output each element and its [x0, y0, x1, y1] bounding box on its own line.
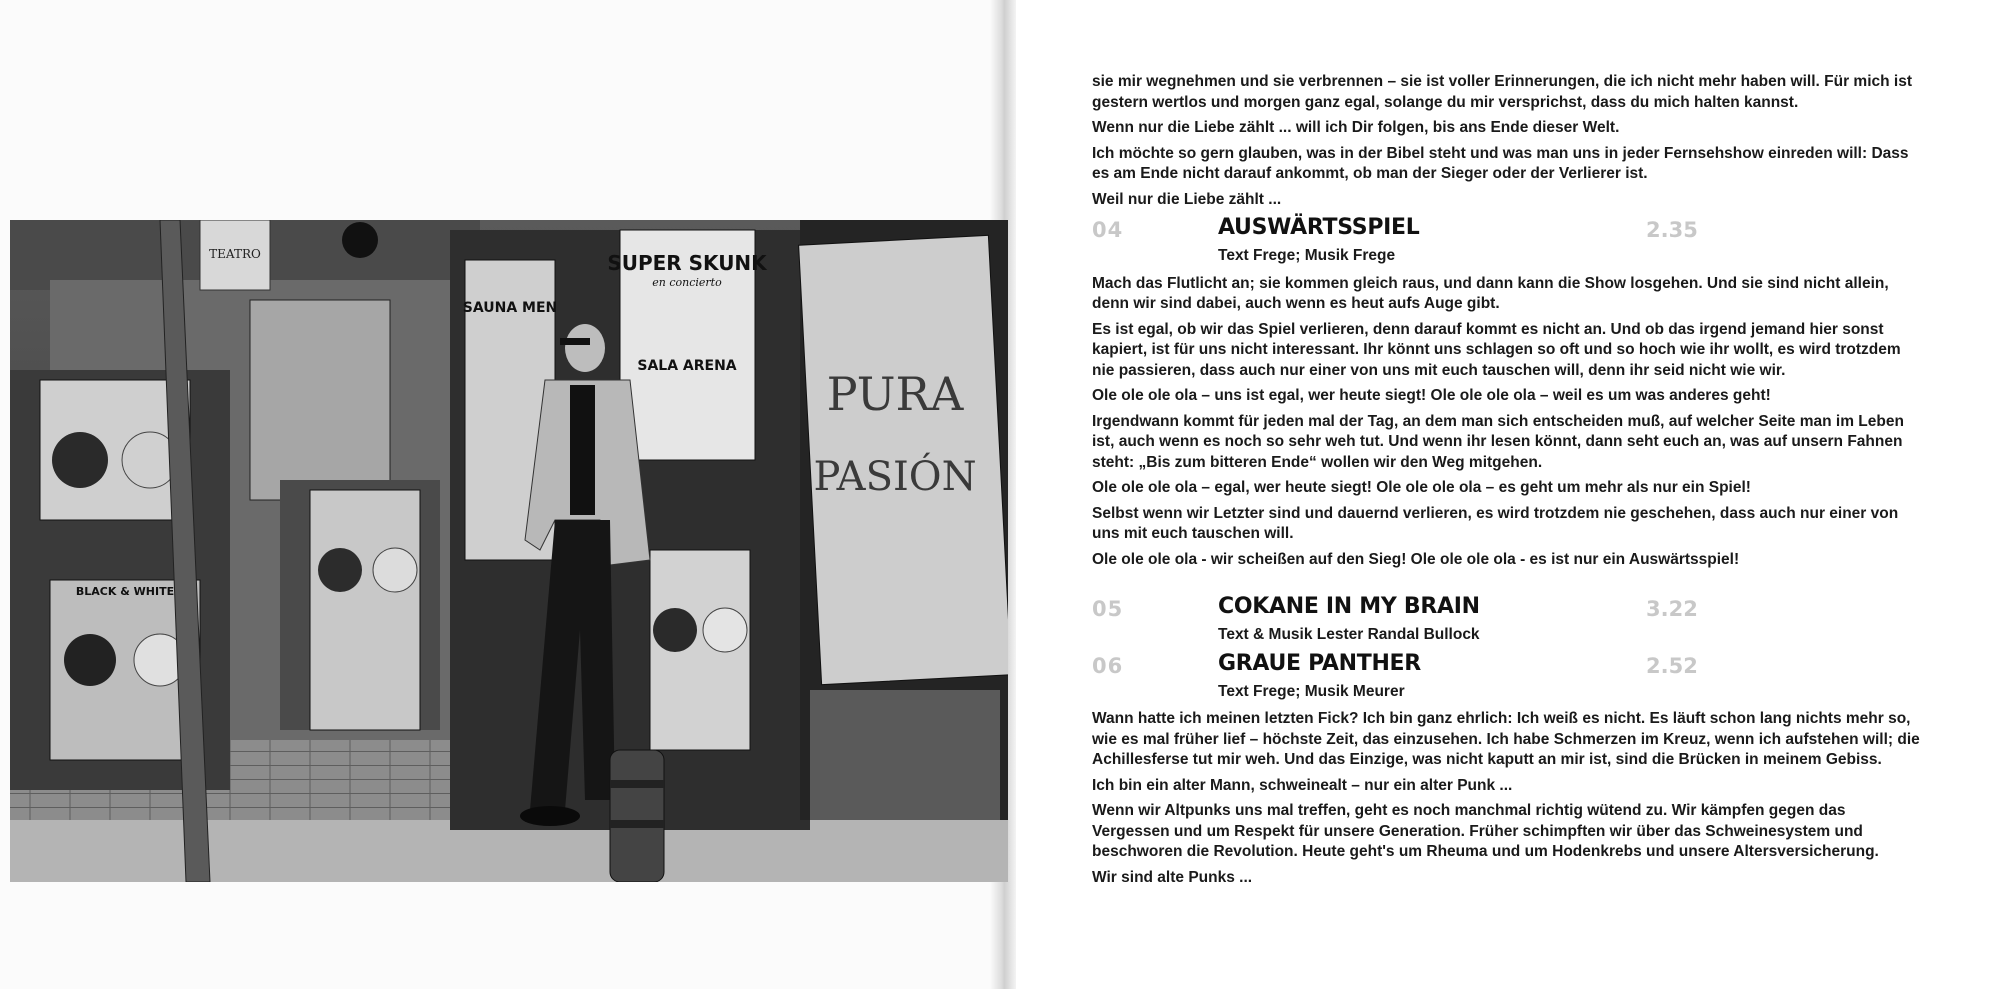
- track-number: 05: [1092, 597, 1124, 621]
- street-photo: [10, 220, 1008, 882]
- sala-arena-text: SALA ARENA: [637, 358, 737, 374]
- track-header: [1092, 650, 1924, 682]
- lyrics-line: sie mir wegnehmen und sie verbrennen – sie ist voller Erinnerungen, die ich nicht mehr haben will. Für mich ist gestern wertlos und morgen ganz egal, solange du mir versprichst, dass du mich halten kannst.: [1092, 73, 1912, 111]
- track-credits: Text Frege; Musik Meurer: [1218, 682, 1405, 700]
- track-title: AUSWÄRTSSPIEL: [1218, 215, 1420, 240]
- lyrics-line: Es ist egal, ob wir das Spiel verlieren, denn darauf kommt es nicht an. Und ob das irgend jemand hier sonst kapiert, ist für uns nicht interessant. Ihr könnt uns schlagen so oft und so hoch wie ihr wollt, es wird trotzdem nie passieren, dass auch nur einer von uns mit euch tauschen will, denn ihr seid nicht wie wir.: [1092, 320, 1901, 379]
- lyrics-line: Irgendwann kommt für jeden mal der Tag, an dem man sich entscheiden muß, auf welcher Seite man im Leben ist, auch wenn es noch so sehr weh tut. Und wenn ihr lesen könnt, dann seht euch an, was auf unsern Fahnen steht: „Bis zum bitteren Ende“ wollen wir den Weg mitgehen.: [1092, 412, 1904, 471]
- en-concierto-text: en concierto: [652, 276, 722, 289]
- lyrics-line: Ich möchte so gern glauben, was in der Bibel steht und was man uns in jeder Fernsehshow einreden will: Dass es am Ende nicht darauf ankommt, ob man der Sieger oder der Verlierer ist.: [1092, 144, 1909, 182]
- track-header: [1092, 594, 1924, 625]
- track-header: [1092, 215, 1924, 246]
- lyrics-line: Mach das Flutlicht an; sie kommen gleich raus, und dann kann die Show losgehen. Und sie sind nicht allein, denn wir sind dabei, auch wenn es heut aufs Auge gibt.: [1092, 274, 1889, 312]
- super-skunk-poster: SUPER SKUNK: [607, 251, 767, 275]
- lyrics-line: Selbst wenn wir Letzter sind und dauernd verlieren, es wird trotzdem nie geschehen, dass auch nur einer von uns mit euch tauschen will.: [1092, 504, 1899, 542]
- lyrics-column: [1092, 72, 1924, 893]
- lyrics-line: Wenn nur die Liebe zählt ... will ich Dir folgen, bis ans Ende dieser Welt.: [1092, 119, 1620, 136]
- track-number: 06: [1092, 653, 1124, 678]
- lyrics-line: Wann hatte ich meinen letzten Fick? Ich bin ganz ehrlich: Ich weiß es nicht. Es läuft schon lang nichts mehr so, wie es mal früher lief – höchste Zeit, das einzusehen. Ich habe Schmerzen im Kreuz, wenn ich aufstehen will; die Achillesferse tut mir weh. Und das Einzige, was nicht kaputt an mir ist, sind die Brücken in meinem Gebiss.: [1092, 710, 1920, 768]
- lyrics-line: Wir sind alte Punks ...: [1092, 868, 1253, 886]
- track-credits: Text Frege; Musik Frege: [1218, 247, 1396, 264]
- track-duration: 3.22: [1646, 597, 1698, 621]
- teatro-sign: TEATRO: [209, 247, 261, 261]
- track-title: GRAUE PANTHER: [1218, 650, 1421, 676]
- lyrics-line: Ole ole ole ola - wir scheißen auf den Sieg! Ole ole ole ola - es ist nur ein Auswärtsspiel!: [1092, 550, 1740, 568]
- track-credits: Text & Musik Lester Randal Bullock: [1218, 626, 1480, 643]
- pasion-poster-text: PASIÓN: [813, 454, 977, 500]
- track-title: COKANE IN MY BRAIN: [1218, 594, 1480, 619]
- track-duration: 2.35: [1646, 218, 1698, 242]
- pura-poster-text: PURA: [826, 367, 964, 421]
- lyrics-line: Wenn wir Altpunks uns mal treffen, geht es noch manchmal richtig wütend zu. Wir kämpfen gegen das Vergessen und um Respekt für unsere Generation. Früher schimpften wir über das Schweinesystem und beschworen die Revolution. Heute geht's um Rheuma und um Hodenkrebs und unsere Altersversicherung.: [1092, 802, 1879, 860]
- black-white-poster-left: BLACK & WHITE: [75, 585, 175, 598]
- lyrics-line: Weil nur die Liebe zählt ...: [1092, 190, 1282, 208]
- track-number: 04: [1092, 218, 1124, 242]
- lyrics-line: Ole ole ole ola – uns ist egal, wer heute siegt! Ole ole ole ola – weil es um was anderes geht!: [1092, 387, 1771, 404]
- sauna-poster: SAUNA MEN: [462, 300, 558, 316]
- lyrics-line: Ole ole ole ola – egal, wer heute siegt! Ole ole ole ola – es geht um mehr als nur ein Spiel!: [1092, 479, 1751, 496]
- track-duration: 2.52: [1646, 653, 1698, 678]
- lyrics-line: Ich bin ein alter Mann, schweinealt – nur ein alter Punk ...: [1092, 776, 1513, 794]
